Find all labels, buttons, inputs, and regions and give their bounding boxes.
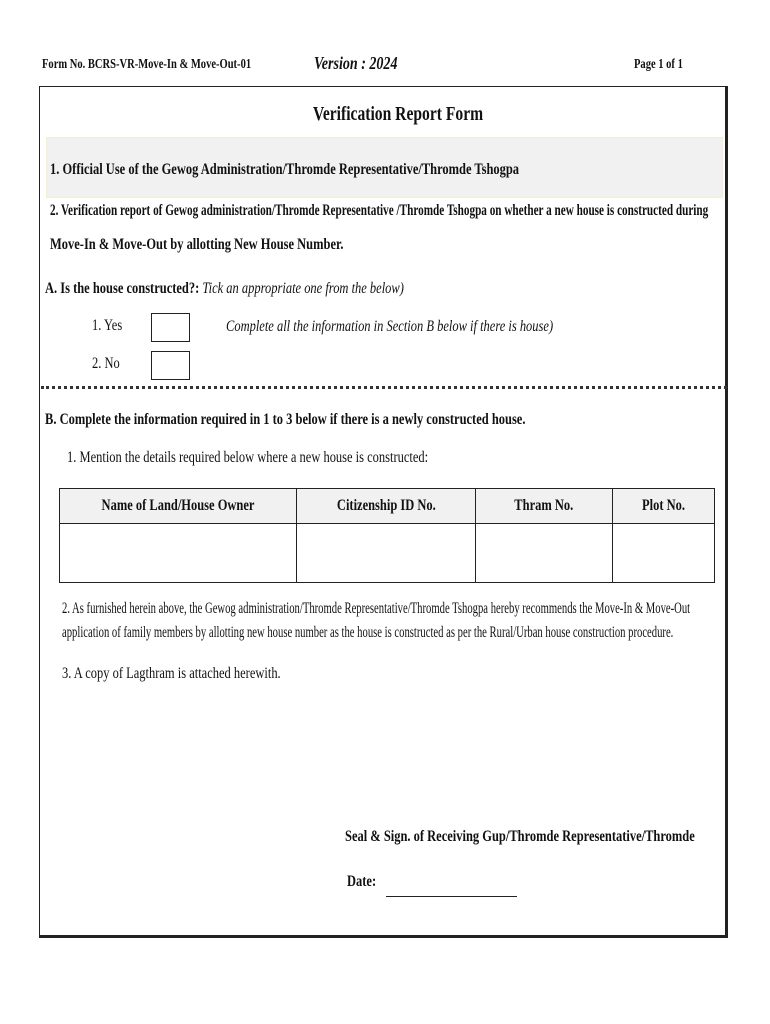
form-version: Version : 2024 [314,53,398,73]
form-title: Verification Report Form [313,103,484,125]
column-header-thram-no: Thram No. [476,489,613,524]
citizenship-id-cell[interactable] [297,524,476,583]
date-field-line[interactable] [386,896,517,897]
house-owner-table [59,488,715,583]
option-no-checkbox[interactable] [151,351,190,380]
section-b-item-1: 1. Mention the details required below where a new house is constructed: [67,449,429,466]
date-label: Date: [347,873,377,890]
signature-label: Seal & Sign. of Receiving Gup/Thromde Representative/Thromde [345,828,695,845]
plot-no-cell[interactable] [613,524,715,583]
section-2-line-2: Move-In & Move-Out by allotting New House Number. [50,236,344,253]
section-a-instruction: Tick an appropriate one from the below) [202,280,404,297]
column-header-owner-name: Name of Land/House Owner [60,489,297,524]
section-a-question: A. Is the house constructed?: [45,280,200,297]
table-header-row [60,489,715,524]
owner-name-cell[interactable] [60,524,297,583]
page-number: Page 1 of 1 [634,56,683,71]
table-row [60,524,715,583]
option-yes-label: 1. Yes [92,317,123,334]
option-yes-checkbox[interactable] [151,313,190,342]
section-b-item-2-line-1: 2. As furnished herein above, the Gewog administration/Thromde Representative/Thromde Tshogpa hereby recommends the Move-In & Move-Out [62,600,691,617]
section-b-item-3: 3. A copy of Lagthram is attached herewith. [62,665,281,682]
option-yes-note: Complete all the information in Section B below if there is house) [226,318,554,335]
section-a-question-row [45,280,404,298]
section-b-heading: B. Complete the information required in 1 to 3 below if there is a newly constructed house. [45,411,526,428]
section-divider [41,386,727,389]
column-header-plot-no: Plot No. [613,489,715,524]
column-header-citizenship-id: Citizenship ID No. [297,489,476,524]
section-2-line-1: 2. Verification report of Gewog administration/Thromde Representative /Thromde Tshogpa on whether a new house is constructed during [50,202,709,219]
form-number: Form No. BCRS-VR-Move-In & Move-Out-01 [42,56,252,71]
thram-no-cell[interactable] [476,524,613,583]
option-no-label: 2. No [92,355,120,372]
section-1-heading: 1. Official Use of the Gewog Administration/Thromde Representative/Thromde Tshogpa [50,161,520,178]
section-b-item-2-line-2: application of family members by allotting new house number as the house is constructed as per the Rural/Urban house construction procedure. [62,624,674,641]
